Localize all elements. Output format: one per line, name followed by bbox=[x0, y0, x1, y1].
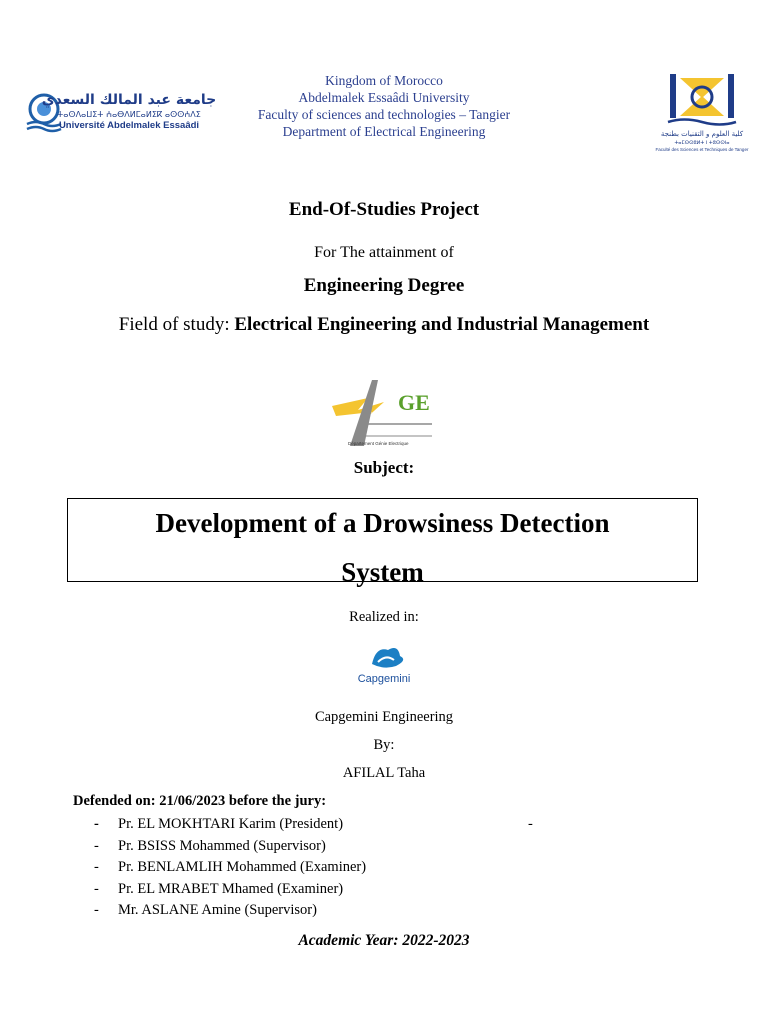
jury-member: Mr. ASLANE Amine (Supervisor) bbox=[118, 902, 317, 918]
university-logo-arabic: جامعة عبد المالك السعدي bbox=[41, 92, 217, 108]
company-name: Capgemini Engineering bbox=[314, 709, 454, 725]
jury-member: Pr. BENLAMLIH Mohammed (Examiner) bbox=[118, 859, 367, 875]
header-line-university: Abdelmalek Essaâdi University bbox=[298, 90, 470, 105]
realized-in-label: Realized in: bbox=[349, 609, 419, 625]
list-bullet: - bbox=[94, 816, 99, 832]
author-name: AFILAL Taha bbox=[342, 765, 426, 781]
capgemini-logo bbox=[342, 640, 426, 696]
institution-header bbox=[200, 72, 568, 140]
header-line-kingdom: Kingdom of Morocco bbox=[325, 73, 443, 88]
faculty-logo-tifinagh: ⵜⴰⵎⵙⵙⵓⵍⵜ ⵏ ⵜⵓⵙⵙⵏⴰ bbox=[674, 140, 730, 146]
by-label: By: bbox=[373, 737, 395, 753]
header-line-department: Department of Electrical Engineering bbox=[282, 124, 486, 139]
faculty-logo-arabic: كلية العلوم و التقنيات بطنجة bbox=[660, 130, 744, 138]
list-item bbox=[94, 900, 366, 922]
jury-list bbox=[94, 814, 366, 922]
list-item bbox=[94, 879, 366, 901]
university-logo bbox=[24, 88, 217, 134]
field-value: Electrical Engineering and Industrial Management bbox=[234, 314, 650, 335]
header-line-faculty: Faculty of sciences and technologies – Tangier bbox=[257, 107, 511, 122]
degree-title: Engineering Degree bbox=[303, 275, 465, 296]
attainment-text: For The attainment of bbox=[314, 244, 454, 261]
list-item bbox=[94, 814, 366, 836]
list-bullet: - bbox=[94, 837, 99, 854]
department-logo bbox=[328, 376, 440, 450]
project-title: End-Of-Studies Project bbox=[288, 199, 480, 220]
list-bullet: - bbox=[94, 859, 99, 875]
subject-label: Subject: bbox=[353, 458, 415, 477]
defense-info: Defended on: 21/06/2023 before the jury: bbox=[73, 793, 327, 809]
jury-member: Pr. EL MRABET Mhamed (Examiner) bbox=[118, 880, 344, 897]
faculty-logo bbox=[654, 70, 750, 154]
field-label: Field of study: bbox=[118, 314, 230, 335]
department-logo-letters: GE bbox=[398, 390, 430, 415]
list-item bbox=[94, 836, 366, 858]
subject-line-2: System bbox=[341, 557, 424, 587]
university-logo-tifinagh: ⵜⴰⵙⴷⴰⵡⵉⵜ ⵄⴰⴱⴷⵍⵎⴰⵍⵉⴽ ⴰⵙⵙⵄⴷⵉ bbox=[57, 110, 201, 119]
academic-year: Academic Year: 2022-2023 bbox=[298, 932, 470, 949]
trailing-dash: - bbox=[528, 816, 533, 832]
list-bullet: - bbox=[94, 902, 99, 918]
subject-line-1: Development of a Drowsiness Detection bbox=[155, 508, 610, 538]
faculty-logo-latin: Faculté des Sciences et Techniques de Tanger bbox=[655, 147, 749, 152]
university-logo-latin: Université Abdelmalek Essaâdi bbox=[58, 120, 200, 131]
list-item bbox=[94, 857, 366, 879]
field-of-study bbox=[110, 311, 658, 339]
capgemini-logo-text: Capgemini bbox=[357, 673, 411, 685]
jury-member: Pr. EL MOKHTARI Karim (President) bbox=[118, 816, 344, 832]
department-logo-caption: Département Génie Electrique bbox=[348, 441, 409, 446]
subject-box bbox=[67, 498, 698, 587]
jury-member: Pr. BSISS Mohammed (Supervisor) bbox=[118, 837, 326, 854]
list-bullet: - bbox=[94, 880, 99, 897]
